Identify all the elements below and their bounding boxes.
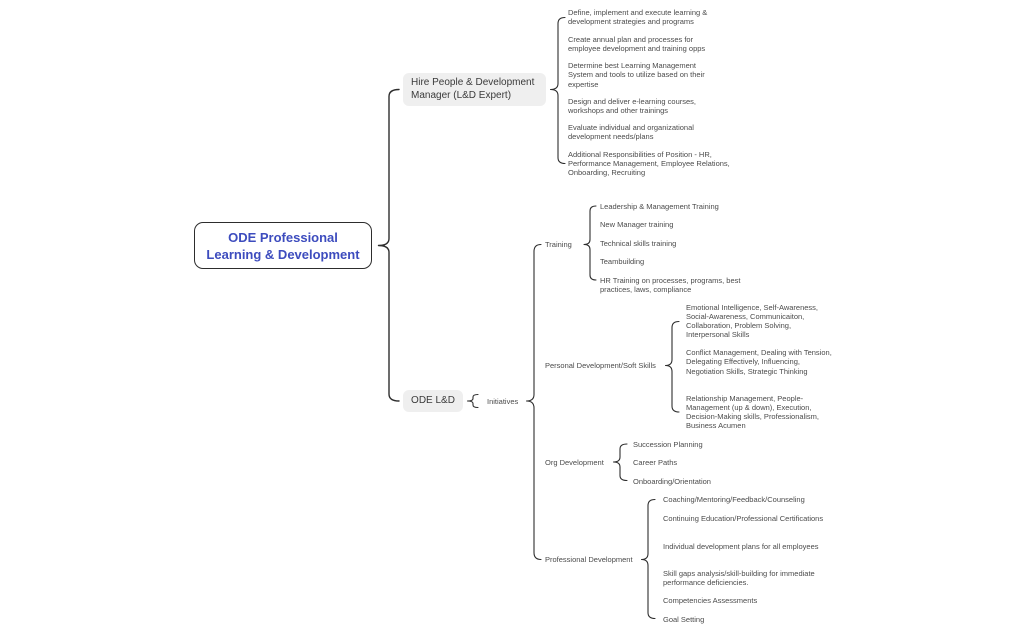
training-leaf-item[interactable]: Leadership & Management Training	[600, 201, 719, 211]
brace-org-dev-to-items	[614, 444, 628, 481]
training-leaf-item[interactable]: HR Training on processes, programs, best practices, laws, compliance	[600, 275, 741, 294]
group-label-personal-development[interactable]: Personal Development/Soft Skills	[545, 361, 656, 370]
personal-dev-leaf-item[interactable]: Emotional Intelligence, Self-Awareness, Social-Awareness, Communicaiton, Collaboration, Problem Solving, Interpersonal Skills	[686, 302, 819, 340]
hire-leaf-item[interactable]: Determine best Learning Management System and tools to utilize based on their expertise	[568, 61, 705, 89]
hire-leaf-item[interactable]: Create annual plan and processes for employee development and training opps	[568, 34, 706, 53]
brace-odeld-to-initiatives	[468, 395, 479, 408]
hire-leaf-item[interactable]: Additional Responsibilities of Position - HR, Performance Management, Employee Relations, Onboarding, Recruiting	[568, 149, 730, 178]
root-node-label: ODE Professional Learning & Development	[206, 229, 360, 262]
personal-dev-leaf-item[interactable]: Relationship Management, People-Management (up & down), Execution, Decision-Making skills, Professionalism, Business Acumen	[686, 393, 819, 431]
org-dev-leaf-item[interactable]: Career Paths	[633, 458, 678, 467]
root-node[interactable]	[194, 222, 372, 269]
group-label-org-development[interactable]: Org Development	[545, 457, 604, 467]
brace-prof-dev-to-items	[642, 500, 656, 619]
prof-dev-leaf-item[interactable]: Skill gaps analysis/skill-building for immediate performance deficiencies.	[663, 568, 815, 587]
initiatives-label[interactable]: Initiatives	[487, 397, 519, 406]
brace-initiatives-to-groups	[527, 245, 542, 560]
brace-personal-dev-to-items	[666, 322, 680, 413]
prof-dev-leaf-item[interactable]: Competencies Assessments	[663, 596, 758, 605]
prof-dev-leaf-item[interactable]: Goal Setting	[663, 614, 705, 624]
org-dev-leaf-item[interactable]: Onboarding/Orientation	[633, 476, 711, 486]
brace-training-to-items	[584, 206, 596, 280]
prof-dev-leaf-item[interactable]: Coaching/Mentoring/Feedback/Counseling	[663, 495, 805, 504]
org-dev-leaf-item[interactable]: Succession Planning	[633, 439, 703, 449]
training-leaf-item[interactable]: Technical skills training	[600, 238, 677, 248]
ode-ld-node[interactable]	[403, 390, 463, 412]
prof-dev-leaf-item[interactable]: Continuing Education/Professional Certifications	[663, 513, 824, 523]
brace-hire-to-items	[551, 18, 566, 164]
training-leaf-item[interactable]: Teambuilding	[600, 257, 645, 266]
personal-dev-leaf-item[interactable]: Conflict Management, Dealing with Tension, Delegating Effectively, Influencing, Negotiation Skills, Strategic Thinking	[686, 348, 832, 376]
training-leaf-item[interactable]: New Manager training	[600, 220, 674, 229]
brace-root-to-branches	[379, 90, 400, 402]
prof-dev-leaf-item[interactable]: Individual development plans for all employees	[663, 541, 819, 551]
hire-manager-node[interactable]	[403, 73, 546, 106]
hire-manager-node-label: Hire People & Development Manager (L&D Expert)	[411, 77, 535, 101]
group-label-training[interactable]: Training	[545, 240, 572, 249]
hire-leaf-item[interactable]: Define, implement and execute learning & development strategies and programs	[568, 8, 708, 27]
ode-ld-node-label: ODE L&D	[411, 394, 455, 406]
hire-leaf-item[interactable]: Evaluate individual and organizational development needs/plans	[568, 123, 694, 142]
hire-leaf-item[interactable]: Design and deliver e-learning courses, workshops and other trainings	[568, 96, 696, 115]
group-label-professional-development[interactable]: Professional Development	[545, 555, 633, 564]
